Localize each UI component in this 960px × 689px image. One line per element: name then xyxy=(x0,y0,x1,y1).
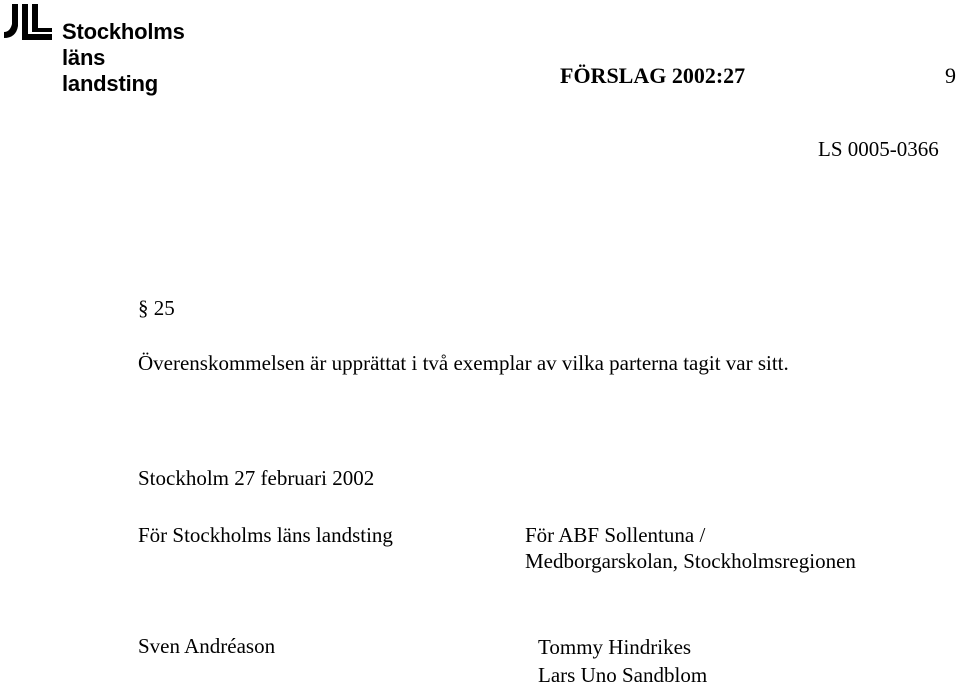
signatory-left: Sven Andréason xyxy=(138,634,276,658)
logo-text: Stockholms läns landsting xyxy=(62,19,185,96)
signatory-right-2: Lars Uno Sandblom xyxy=(538,663,708,687)
place-and-date: Stockholm 27 februari 2002 xyxy=(138,466,375,490)
agreement-paragraph: Överenskommelsen är upprättat i två exemplar av vilka parterna tagit var sitt. xyxy=(138,351,789,375)
reference-number: LS 0005-0366 xyxy=(818,137,939,161)
proposal-title: FÖRSLAG 2002:27 xyxy=(560,63,746,88)
party-left: För Stockholms läns landsting xyxy=(138,523,393,547)
signatories-right xyxy=(538,633,707,689)
signatory-right-1: Tommy Hindrikes xyxy=(538,635,692,659)
party-right xyxy=(525,522,856,574)
section-heading: § 25 xyxy=(138,296,175,320)
party-right-line-1: För ABF Sollentuna / xyxy=(525,523,706,547)
page-number: 9 xyxy=(945,63,956,88)
party-right-line-2: Medborgarskolan, Stockholmsregionen xyxy=(525,549,856,573)
sll-logo-mark-icon xyxy=(2,2,54,44)
